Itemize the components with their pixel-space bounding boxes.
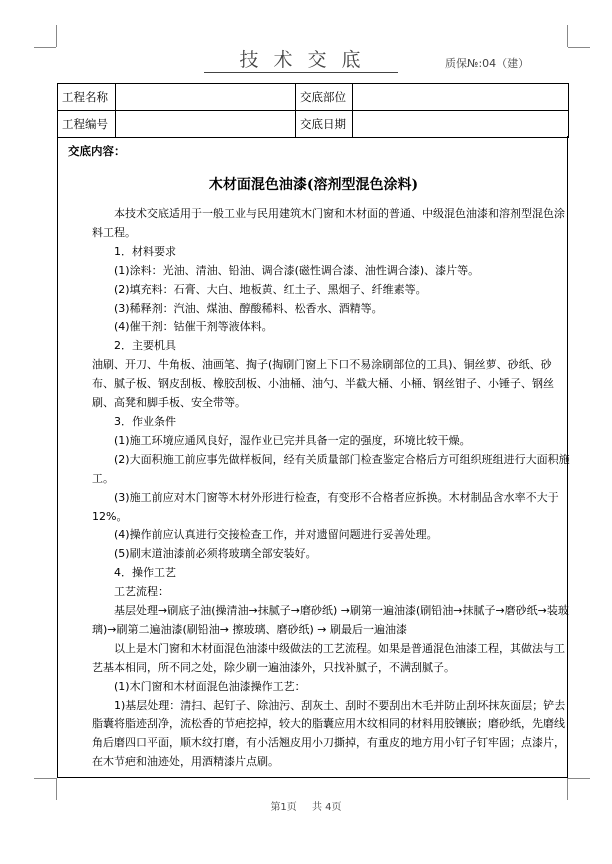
paragraph: 工艺流程： [114,585,169,599]
project-name-field[interactable] [116,84,296,111]
paragraph: (1)施工环境应通风良好，湿作业已完并具备一定的强度，环境比较干燥。 [114,433,471,447]
project-no-label: 工程编号 [58,111,116,138]
content-box [57,136,568,778]
crop-mark-top-right [567,25,568,47]
page-total: 共 4页 [312,802,342,813]
part-field[interactable] [353,84,569,111]
project-name-label: 工程名称 [58,84,116,111]
crop-mark-top-right [568,47,590,48]
crop-mark-bottom-left [56,778,57,800]
table-row [58,111,569,138]
paragraph: (5)刷末道油漆前必须将玻璃全部安装好。 [114,547,317,561]
body-text [92,205,570,772]
paragraph: (3)施工前应对木门窗等木材外形进行检查，有变形不合格者应拆换。木材制品含水率不大于 12%。 [92,490,559,523]
date-label: 交底日期 [296,111,353,138]
crop-mark-top-left [56,25,57,47]
crop-mark-top-left [34,47,56,48]
content-label: 交底内容： [68,144,126,158]
section-heading: 2．主要机具 [114,339,176,353]
paragraph: (4)催干剂：钴催干剂等液体料。 [114,320,273,334]
paragraph: (1)木门窗和木材面混色油漆操作工艺： [114,679,306,693]
form-number: 质保№:04（建） [445,57,530,70]
section-heading: 3．作业条件 [114,414,176,428]
part-label: 交底部位 [296,84,353,111]
paragraph: 以上是木门窗和木材面混色油漆中级做法的工艺流程。如果是普通混色油漆工程，其做法与工艺基本相同，所不同之处，除少刷一遍油漆外，只找补腻子，不满刮腻子。 [92,641,565,674]
paragraph: 基层处理→刷底子油(操清油→抹腻子→磨砂纸) →刷第一遍油漆(刷铅油→抹腻子→磨砂纸→装玻璃)→刷第二遍油漆(刷铅油→ 擦玻璃、磨砂纸) → 刷最后一遍油漆 [92,604,569,636]
crop-mark-bottom-right [567,778,568,800]
header-table [57,83,569,138]
document-title: 技术交底 [239,49,376,71]
page-number: 第1页 [270,802,297,813]
section-heading: 1．材料要求 [114,244,176,258]
table-row [58,84,569,111]
content-title: 木材面混色油漆(溶剂型混色涂料) [208,177,419,193]
paragraph: (4)操作前应认真进行交接检查工作，并对遗留问题进行妥善处理。 [114,528,438,542]
paragraph: (3)稀释剂：汽油、煤油、醇酸稀料、松香水、酒精等。 [114,301,383,315]
page-footer [0,798,612,813]
paragraph: 1)基层处理：清扫、起钉子、除油污、刮灰土、刮时不要刮出木毛并防止刮坏抹灰面层；铲去脂囊将脂迹刮净，流松香的节疤挖掉，较大的脂囊应用木纹相同的材料用胶镶嵌；磨砂纸，先磨线角后磨四口平面，顺木纹打磨，有小活翘皮用小刀撕掉，有重皮的地方用小钉子钉牢固；点漆片，在木节疤和油迹处，用酒精漆片点刷。 [92,698,566,769]
paragraph: (2)大面积施工前应事先做样板间，经有关质量部门检查鉴定合格后方可组织班组进行大面积施工。 [92,452,570,485]
paragraph: (1)涂料：光油、清油、铅油、调合漆(磁性调合漆、油性调合漆)、漆片等。 [114,263,480,277]
project-no-field[interactable] [116,111,296,138]
paragraph: 油刷、开刀、牛角板、油画笔、掏子(掏刷门窗上下口不易涂刷部位的工具)、铜丝萝、砂纸、砂布、腻子板、钢皮刮板、橡胶刮板、小油桶、油勺、半截大桶、小桶、钢丝钳子、小锤子、钢丝刷、高凳和脚手板、安全带等。 [92,358,554,410]
crop-mark-bottom-right [568,778,590,779]
crop-mark-bottom-left [34,778,56,779]
date-field[interactable] [353,111,569,138]
paragraph: (2)填充料：石膏、大白、地板黄、红土子、黑烟子、纤维素等。 [114,282,427,296]
paragraph: 本技术交底适用于一般工业与民用建筑木门窗和木材面的普通、中级混色油漆和溶剂型混色涂料工程。 [92,207,565,239]
section-heading: 4．操作工艺 [114,566,176,580]
title-underline [204,72,398,73]
